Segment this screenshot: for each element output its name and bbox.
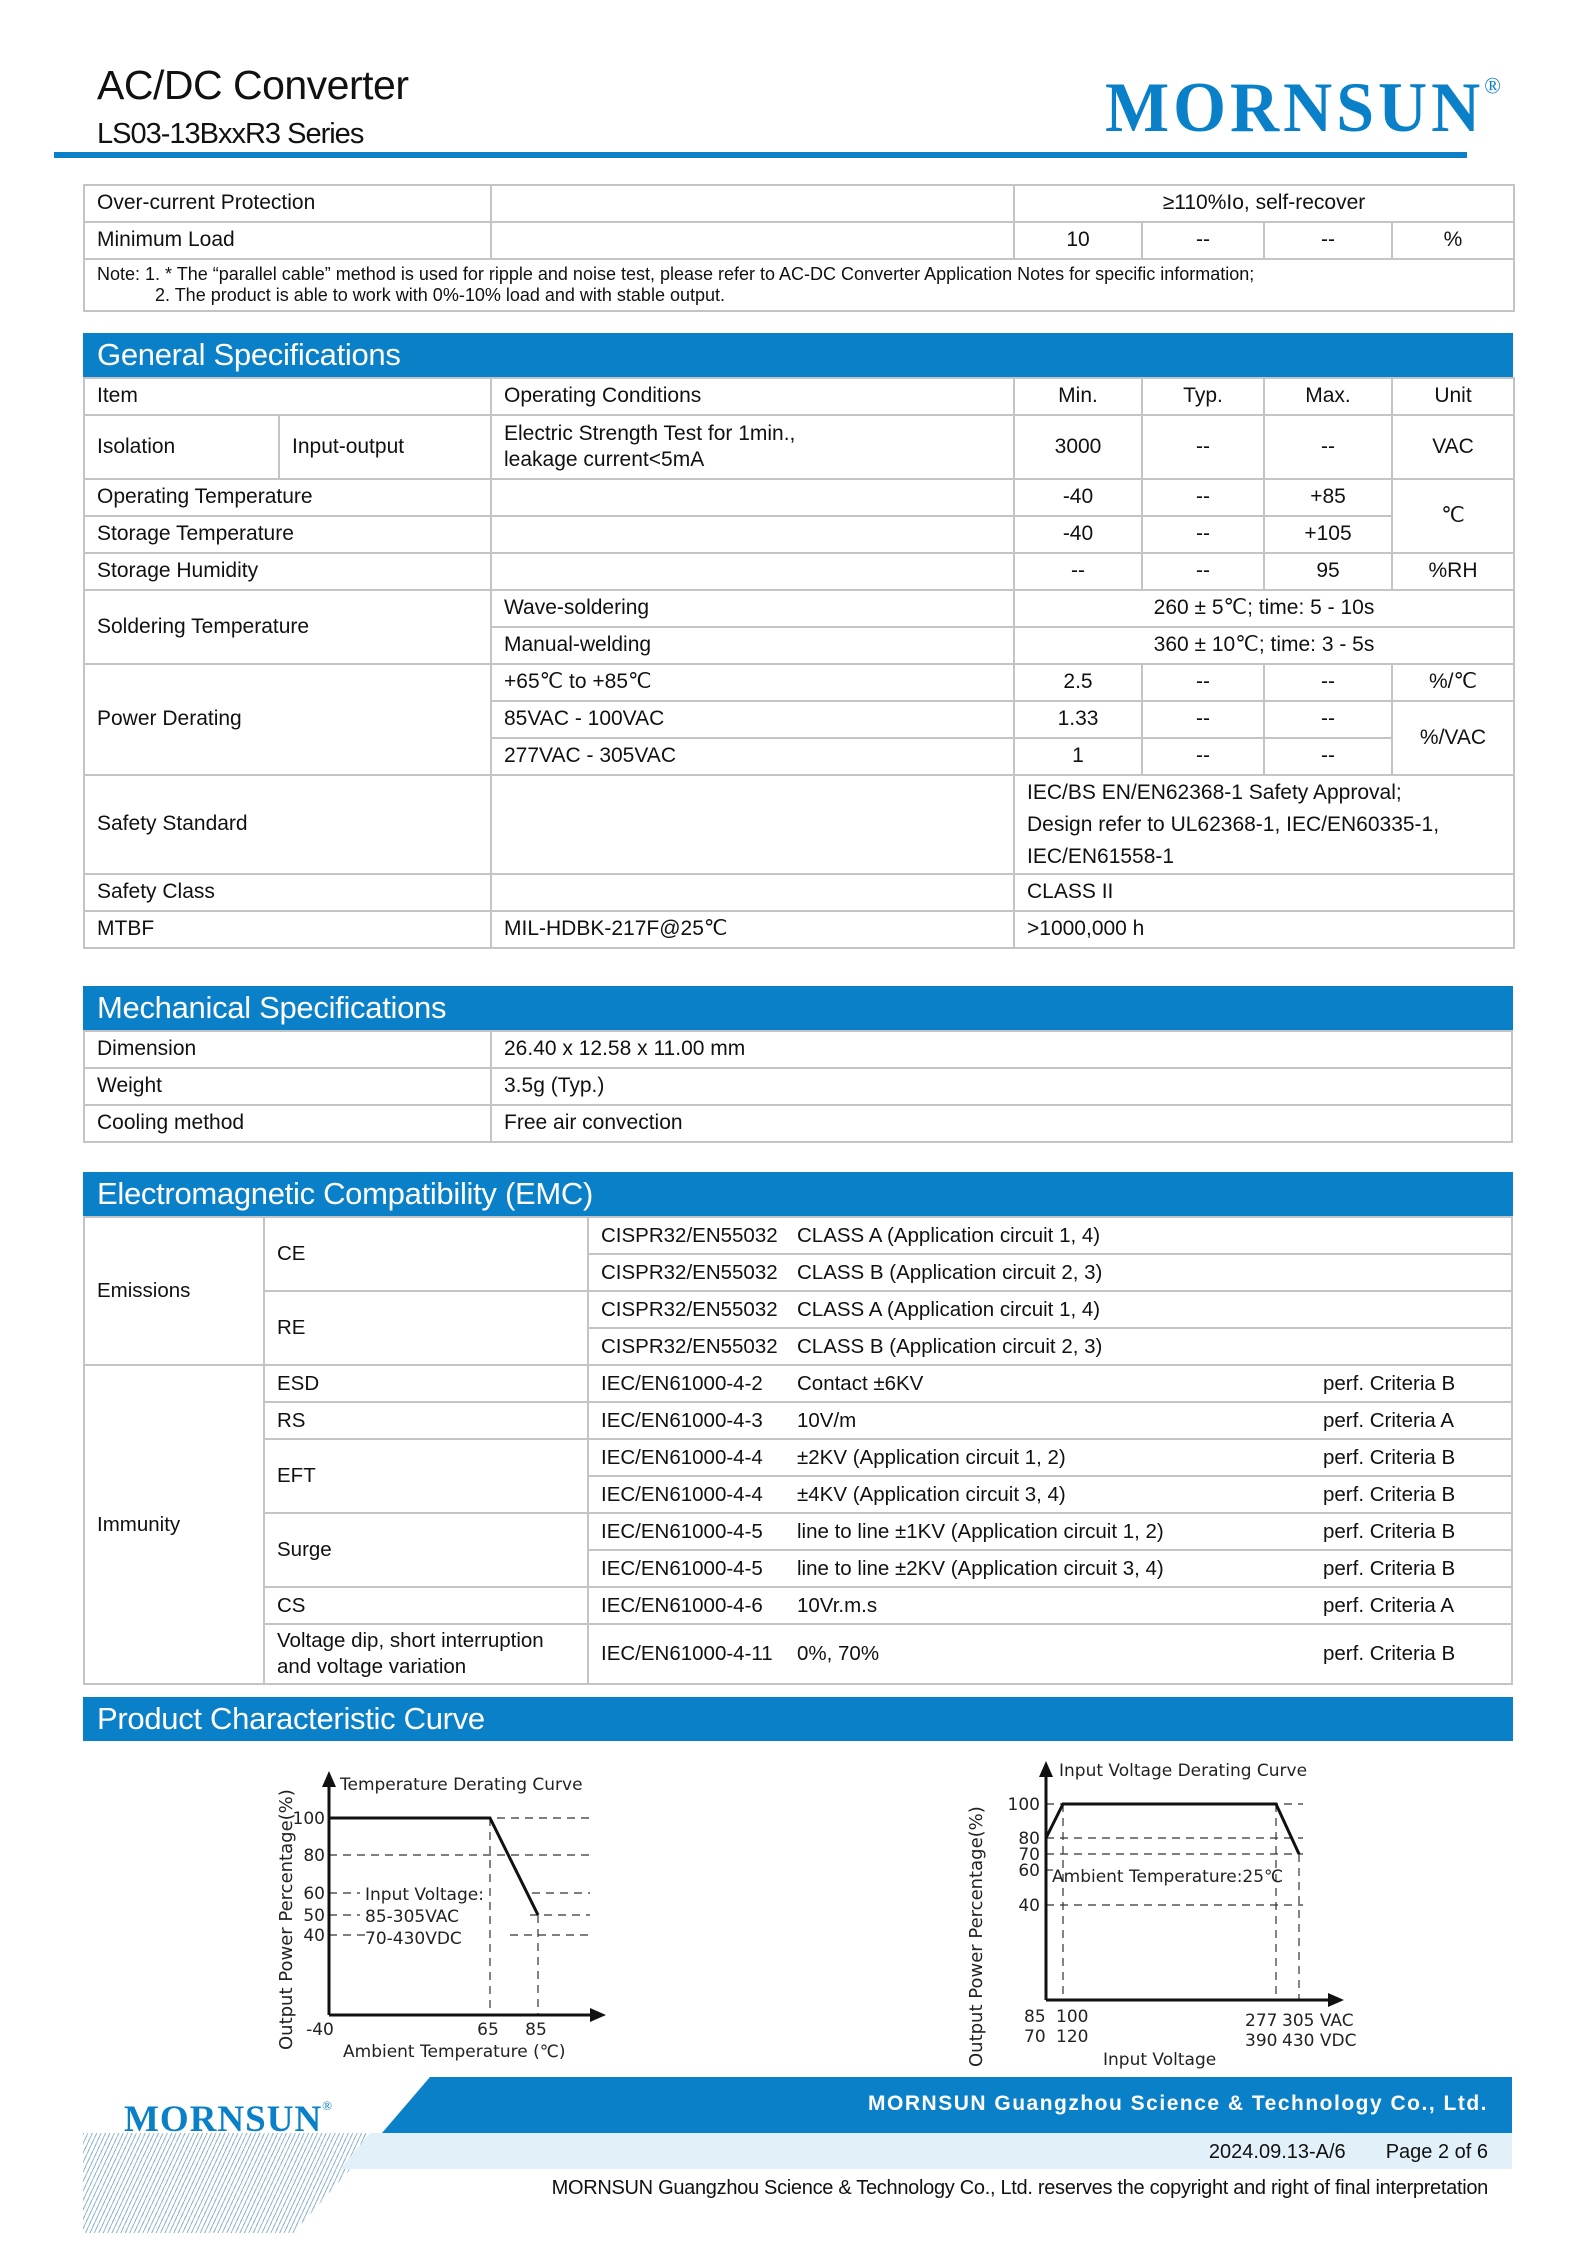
table-row: Minimum Load 10 -- -- % xyxy=(84,222,1514,259)
item-cell: Minimum Load xyxy=(84,222,491,259)
table-row xyxy=(84,185,1514,222)
table-row-soldering-manual: Manual-welding 360 ± 10℃; time: 3 - 5s xyxy=(84,627,1514,664)
y-axis-label: Output Power Percentage(%) xyxy=(966,1806,987,2067)
table-row: Cooling method Free air convection xyxy=(84,1105,1512,1142)
output-spec-table-continued xyxy=(83,184,1515,312)
value-cell: ≥110%Io, self-recover xyxy=(1014,185,1514,222)
mechanical-spec-table xyxy=(83,1030,1513,1143)
table-row: IEC/EN61000-4-5 line to line ±2KV (Application circuit 3, 4) perf. Criteria B xyxy=(84,1550,1512,1587)
table-row: Weight 3.5g (Typ.) xyxy=(84,1068,1512,1105)
y-axis-label: Output Power Percentage(%) xyxy=(276,1789,297,2050)
table-row: Surge IEC/EN61000-4-5 line to line ±1KV (Application circuit 1, 2) perf. Criteria B xyxy=(84,1513,1512,1550)
table-row-humidity: Storage Humidity -- -- 95 %RH xyxy=(84,553,1514,590)
chart-title: Temperature Derating Curve xyxy=(340,1775,583,1795)
svg-text:70-430VDC: 70-430VDC xyxy=(365,1929,462,1949)
table-row-storage-temp: Storage Temperature -40 -- +105 xyxy=(84,516,1514,553)
item-cell: Over-current Protection xyxy=(84,185,491,222)
table-row-soldering-wave: Soldering Temperature Wave-soldering 260 ± 5℃; time: 5 - 10s xyxy=(84,590,1514,627)
header-rule xyxy=(54,152,1467,158)
notes-row xyxy=(84,259,1514,311)
svg-text:Input Voltage:: Input Voltage: xyxy=(365,1885,484,1905)
section-header-general: General Specifications xyxy=(83,333,1513,377)
table-row-safety-standard: Safety Standard IEC/BS EN/EN62368-1 Safety Approval; Design refer to UL62368-1, IEC/EN60335-1, IEC/EN61558-1 xyxy=(84,775,1514,874)
mornsun-logo: MORNSUN® xyxy=(1104,67,1501,147)
table-row: EFT IEC/EN61000-4-4 ±2KV (Application circuit 1, 2) perf. Criteria B xyxy=(84,1439,1512,1476)
svg-text:100: 100 xyxy=(1056,2007,1089,2027)
svg-text:85: 85 xyxy=(1024,2007,1046,2027)
note-1: Note: 1. * The “parallel cable” method is used for ripple and noise test, please refer to AC-DC Converter Application Notes for specific information; xyxy=(97,264,1255,284)
chart-title: Input Voltage Derating Curve xyxy=(1059,1761,1308,1781)
table-row-derating-high-vac: 277VAC - 305VAC 1 -- -- xyxy=(84,738,1514,775)
table-row: Emissions CE CISPR32/EN55032 CLASS A (Application circuit 1, 4) xyxy=(84,1217,1512,1254)
table-row: CISPR32/EN55032 CLASS B (Application circuit 2, 3) xyxy=(84,1254,1512,1291)
table-row: IEC/EN61000-4-4 ±4KV (Application circuit 3, 4) perf. Criteria B xyxy=(84,1476,1512,1513)
svg-text:85: 85 xyxy=(525,2020,547,2040)
table-row-derating-temp: Power Derating +65℃ to +85℃ 2.5 -- -- %/℃ xyxy=(84,664,1514,701)
section-header-emc: Electromagnetic Compatibility (EMC) xyxy=(83,1172,1513,1216)
svg-text:430 VDC: 430 VDC xyxy=(1282,2031,1357,2051)
temperature-derating-chart xyxy=(270,1745,650,2070)
table-row-isolation: Isolation Input-output Electric Strength Test for 1min., leakage current<5mA 3000 -- -- VAC xyxy=(84,415,1514,479)
table-row: CISPR32/EN55032 CLASS B (Application circuit 2, 3) xyxy=(84,1328,1512,1365)
section-header-mechanical: Mechanical Specifications xyxy=(83,986,1513,1030)
emc-table xyxy=(83,1216,1513,1685)
footer-hatch-decoration xyxy=(83,2133,383,2233)
x-axis-label: Ambient Temperature (℃) xyxy=(343,2042,566,2062)
svg-text:40: 40 xyxy=(303,1926,325,1946)
svg-text:277: 277 xyxy=(1245,2011,1278,2031)
svg-text:-40: -40 xyxy=(306,2020,334,2040)
footer-company-name: MORNSUN Guangzhou Science & Technology Co., Ltd. xyxy=(868,2092,1488,2115)
svg-text:100: 100 xyxy=(1007,1795,1040,1815)
table-header-row: Item Operating Conditions Min. Typ. Max. Unit xyxy=(84,378,1514,415)
svg-text:80: 80 xyxy=(303,1846,325,1866)
x-axis-label: Input Voltage xyxy=(1103,2050,1217,2070)
footer-copyright: MORNSUN Guangzhou Science & Technology Co., Ltd. reserves the copyright and right of final interpretation xyxy=(551,2177,1488,2199)
table-row-mtbf: MTBF MIL-HDBK-217F@25℃ >1000,000 h xyxy=(84,911,1514,948)
table-row: Dimension 26.40 x 12.58 x 11.00 mm xyxy=(84,1031,1512,1068)
series-name: LS03-13BxxR3 Series xyxy=(97,118,364,150)
section-header-curves: Product Characteristic Curve xyxy=(83,1697,1513,1741)
svg-text:Ambient Temperature:25℃: Ambient Temperature:25℃ xyxy=(1052,1867,1284,1887)
footer-revision: 2024.09.13-A/6 Page 2 of 6 xyxy=(1208,2141,1488,2163)
svg-text:60: 60 xyxy=(1018,1861,1040,1881)
document-title: AC/DC Converter xyxy=(97,62,409,108)
svg-text:120: 120 xyxy=(1056,2027,1089,2047)
input-voltage-derating-chart xyxy=(958,1745,1358,2080)
table-row: RS IEC/EN61000-4-3 10V/m perf. Criteria A xyxy=(84,1402,1512,1439)
table-row-derating-low-vac: 85VAC - 100VAC 1.33 -- -- %/VAC xyxy=(84,701,1514,738)
svg-text:100: 100 xyxy=(292,1809,325,1829)
table-row: Voltage dip, short interruption and voltage variation IEC/EN61000-4-11 0%, 70% perf. Criteria B xyxy=(84,1624,1512,1684)
page-number: Page 2 of 6 xyxy=(1385,2141,1488,2163)
svg-text:70: 70 xyxy=(1024,2027,1046,2047)
footer-mornsun-logo: MORNSUN® xyxy=(124,2098,334,2140)
table-row-operating-temp: Operating Temperature -40 -- +85 ℃ xyxy=(84,479,1514,516)
svg-text:390: 390 xyxy=(1245,2031,1278,2051)
general-spec-table xyxy=(83,377,1515,949)
table-row: Immunity ESD IEC/EN61000-4-2 Contact ±6KV perf. Criteria B xyxy=(84,1365,1512,1402)
svg-text:40: 40 xyxy=(1018,1896,1040,1916)
table-row: CS IEC/EN61000-4-6 10Vr.m.s perf. Criteria A xyxy=(84,1587,1512,1624)
svg-text:305 VAC: 305 VAC xyxy=(1282,2011,1354,2031)
note-2: 2. The product is able to work with 0%-10% load and with stable output. xyxy=(155,285,725,305)
svg-text:65: 65 xyxy=(477,2020,499,2040)
table-row-safety-class: Safety Class CLASS II xyxy=(84,874,1514,911)
table-row: RE CISPR32/EN55032 CLASS A (Application circuit 1, 4) xyxy=(84,1291,1512,1328)
svg-text:80: 80 xyxy=(1018,1829,1040,1849)
svg-text:85-305VAC: 85-305VAC xyxy=(365,1907,459,1927)
svg-text:60: 60 xyxy=(303,1884,325,1904)
svg-text:50: 50 xyxy=(303,1906,325,1926)
svg-text:70: 70 xyxy=(1018,1845,1040,1865)
